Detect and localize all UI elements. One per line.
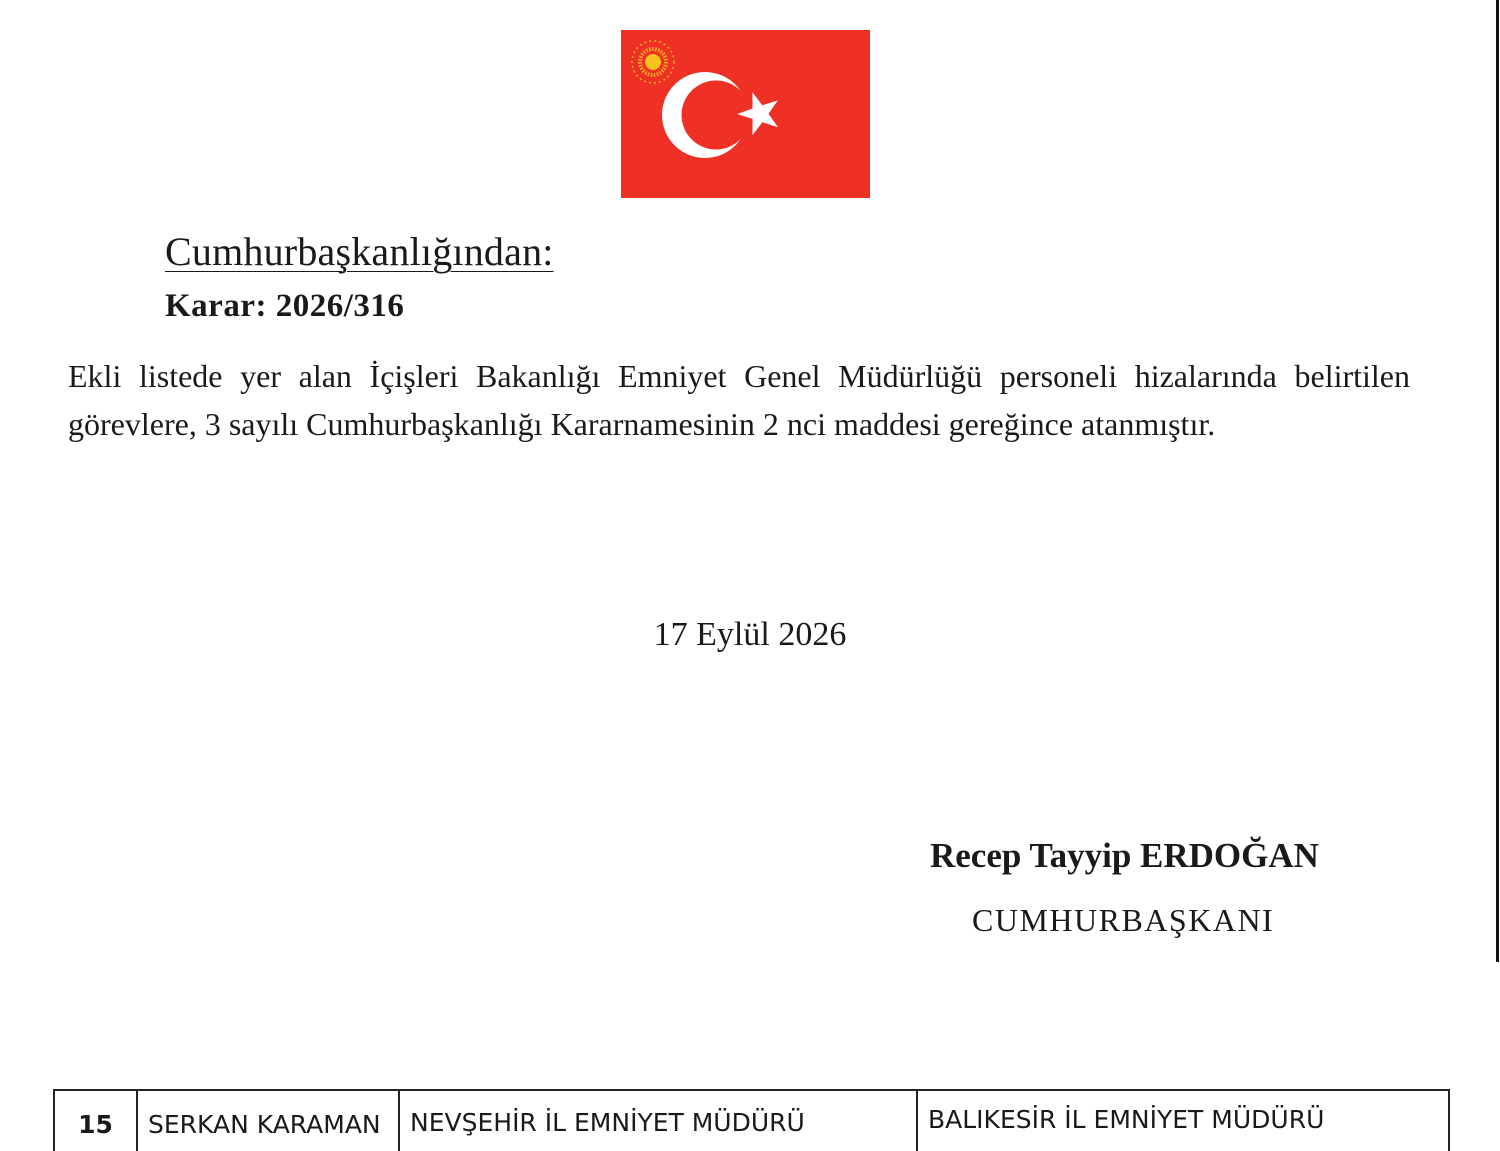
flag-graphic [621, 30, 870, 198]
new-position-cell: BALIKESİR İL EMNİYET MÜDÜRÜ [928, 1104, 1325, 1134]
decision-number: Karar: 2026/316 [165, 288, 405, 324]
table-row [55, 1091, 1448, 1151]
turkish-flag-icon [621, 30, 870, 198]
person-name-cell: SERKAN KARAMAN [138, 1091, 400, 1151]
current-position-cell: NEVŞEHİR İL EMNİYET MÜDÜRÜ [400, 1091, 918, 1151]
issuer-heading: Cumhurbaşkanlığından: [165, 229, 554, 274]
decision-body: Ekli listede yer alan İçişleri Bakanlığı Emniyet Genel Müdürlüğü personeli hizalarında belirtilen görevlere, 3 sayılı Cumhurbaşkanlığı Kararnamesinin 2 nci maddesi gereğince atanmıştır. [68, 358, 1410, 442]
row-number-cell: 15 [55, 1091, 138, 1151]
appointment-table [53, 1089, 1450, 1151]
decision-date: 17 Eylül 2026 [653, 616, 847, 653]
signatory-name: Recep Tayyip ERDOĞAN [930, 836, 1319, 875]
right-edge-rule [1496, 0, 1499, 962]
signatory-title: CUMHURBAŞKANI [972, 902, 1275, 938]
